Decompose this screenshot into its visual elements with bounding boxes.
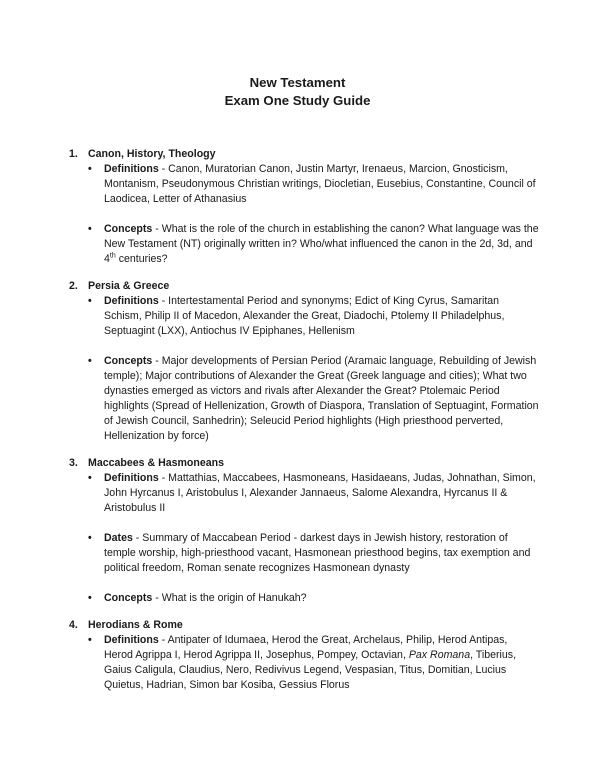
item-content: - Mattathias, Maccabees, Hasmoneans, Hasidaeans, Judas, Johnathan, Simon, John Hyrcanus I, Aristobulus I, Alexander Jannaeus, Salome Alexandra, Hyrcanus II & Aristobulus II [104,472,536,514]
document-title: New Testament [249,75,346,90]
bullet-icon: • [88,355,92,367]
sections-list [69,147,539,705]
section-number: 3. [69,457,78,469]
item-label: Dates [104,532,133,544]
item-italic-term: Pax Romana [408,649,471,661]
list-item [69,222,539,267]
section-number: 4. [69,619,78,631]
section-title: Herodians & Rome [88,619,183,631]
list-item [69,471,539,516]
item-label: Concepts [104,355,153,367]
section-1 [69,147,539,267]
section-title: Maccabees & Hasmoneans [88,457,225,469]
section-heading [69,456,539,471]
section-heading [69,618,539,633]
item-text [104,162,539,207]
item-content: - Intertestamental Period and synonyms; Edict of King Cyrus, Samaritan Schism, Philip II of Macedon, Alexander the Great, Diadochi, Ptolemy II Philadelphus, Septuagint (LXX), Antiochus IV Epiphanes, Hellenism [104,295,505,337]
bullet-icon: • [88,634,92,646]
item-content: - Major developments of Persian Period (Aramaic language, Rebuilding of Jewish temple); Major contributions of Alexander the Great (Greek language and cities); What two dynasties emerged as victors and rivals after Alexander the Great? Ptolemaic Period highlights (Spread of Hellenization, Growth of Diaspora, Translation of Septuagint, Formation of Jewish Council, Sanhedrin); Seleucid Period highlights (High priesthood perverted, Hellenization by force) [104,355,539,442]
item-label: Concepts [104,223,153,235]
item-content: - Summary of Maccabean Period - darkest days in Jewish history, restoration of temple worship, high-priesthood vacant, Hasmonean priesthood begins, tax exemption and political freedom, Roman senate recognizes Hasmonean dynasty [104,532,531,574]
section-title: Persia & Greece [88,280,170,292]
bullet-icon: • [88,295,92,307]
bullet-icon: • [88,592,92,604]
item-text [104,471,539,516]
item-text [104,294,539,339]
bullet-icon: • [88,223,92,235]
item-text [104,591,539,606]
bullet-icon: • [88,472,92,484]
item-label: Definitions [104,634,159,646]
bullet-icon: • [88,532,92,544]
item-text [104,354,539,444]
section-number: 1. [69,148,78,160]
section-number: 2. [69,280,78,292]
item-label: Definitions [104,472,159,484]
item-superscript: th [109,252,116,260]
bullet-icon: • [88,163,92,175]
item-text [104,531,539,576]
item-content: - What is the role of the church in establishing the canon? What language was the New Testament (NT) originally written in? Who/what influenced the canon in the 2d, 3d, and 4 [104,223,539,265]
item-content: - Canon, Muratorian Canon, Justin Martyr, Irenaeus, Marcion, Gnosticism, Montanism, Pseudonymous Christian writings, Diocletian, Eusebius, Constantine, Council of Laodicea, Letter of Athanasius [104,163,536,205]
section-2 [69,279,539,444]
item-label: Concepts [104,592,153,604]
item-content: - Antipater of Idumaea, Herod the Great, Archelaus, Philip, Herod Antipas, Herod Agrippa I, Herod Agrippa II, Josephus, Pompey, Octavian, [104,634,508,661]
section-title: Canon, History, Theology [88,148,216,160]
list-item [69,633,539,693]
item-content: - What is the origin of Hanukah? [152,592,307,604]
item-content-after: , Tiberius, Gaius Caligula, Claudius, Nero, Redivivus Legend, Vespasian, Titus, Domitian, Lucius Quietus, Hadrian, Simon bar Kosiba, Gessius Florus [104,649,517,691]
list-item [69,531,539,576]
item-text [104,633,539,693]
section-4 [69,618,539,693]
list-item [69,591,539,606]
item-text [104,222,539,267]
section-heading [69,147,539,162]
document-subtitle: Exam One Study Guide [224,93,371,108]
section-3 [69,456,539,606]
list-item [69,294,539,339]
section-heading [69,279,539,294]
list-item [69,162,539,207]
list-item [69,354,539,444]
item-label: Definitions [104,163,159,175]
item-label: Definitions [104,295,159,307]
item-content-after: centuries? [115,253,168,265]
